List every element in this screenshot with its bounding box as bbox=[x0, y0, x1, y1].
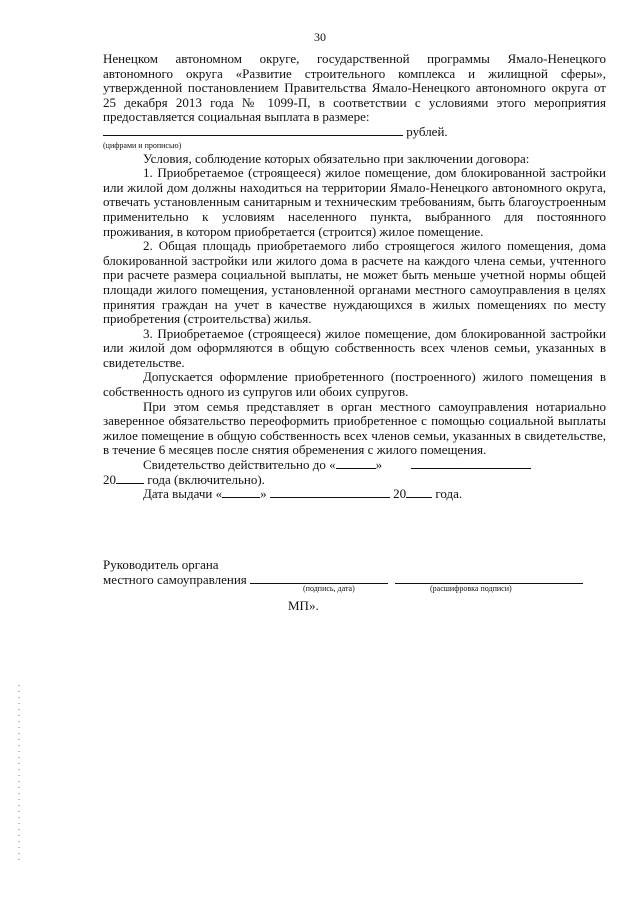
decode-caption: (расшифровка подписи) bbox=[430, 584, 512, 593]
stamp-mark: МП». bbox=[288, 598, 319, 613]
condition-3: 3. Приобретаемое (строящееся) жилое помещение, дом блокированной застройки или жилой дом оформляются в общую собственность всех членов семьи, указанных в свидетельстве. bbox=[103, 325, 606, 370]
validity-month-blank bbox=[411, 458, 531, 469]
condition-1: 1. Приобретаемое (строящееся) жилое помещение, дом блокированной застройки или жилой дом должны находиться на территории Ямало-Ненецкого автономного округа, отвечать установленным санитарным и техническим требованиям, быть благоустроенным применительно к условиям населенного пункта, выбранного для постоянного проживания, в котором приобретается (строится) жилое помещение. bbox=[103, 165, 606, 239]
issue-year-prefix: 20 bbox=[393, 486, 407, 502]
signature-decode-blank bbox=[395, 573, 583, 584]
family-obligation-paragraph: При этом семья представляет в орган местного самоуправления нотариально заверенное обязательство переоформить приобретенное с помощью социальной выплаты жилое помещение в общую собственность всех членов семьи, указанных в свидетельстве, в течение 6 месяцев после снятия обременения с жилого помещения. bbox=[103, 398, 606, 458]
signatory-title-2: местного самоуправления bbox=[103, 572, 247, 587]
issue-date-label: Дата выдачи « bbox=[143, 486, 223, 502]
validity-year-line bbox=[103, 473, 606, 488]
signature-blank bbox=[250, 573, 388, 584]
issue-day-blank bbox=[222, 487, 260, 498]
validity-year-blank bbox=[116, 473, 144, 484]
document-body bbox=[103, 52, 606, 502]
signatory-row bbox=[103, 572, 623, 587]
validity-quote-close: » bbox=[375, 457, 383, 473]
validity-label: Свидетельство действительно до « bbox=[143, 457, 336, 473]
validity-suffix: года (включительно). bbox=[147, 471, 265, 487]
validity-day-blank bbox=[336, 458, 376, 469]
issue-year-blank bbox=[406, 487, 432, 498]
scan-margin-marks bbox=[18, 685, 20, 865]
validity-year-prefix: 20 bbox=[103, 471, 116, 487]
signature-caption: (подпись, дата) bbox=[303, 584, 355, 593]
issue-month-blank bbox=[270, 487, 390, 498]
ownership-paragraph: Допускается оформление приобретенного (построенного) жилого помещения в собственность одного из супругов или обоих супругов. bbox=[103, 369, 606, 400]
currency-label: рублей. bbox=[406, 123, 448, 139]
issue-quote-close: » bbox=[260, 486, 267, 502]
amount-blank bbox=[103, 125, 403, 136]
intro-paragraph: Ненецком автономном округе, государственной программы Ямало-Ненецкого автономного округа «Развитие строительного комплекса и жилищной сферы», утвержденной постановлением Правительства Ямало-Ненецкого автономного округа от 25 декабря 2013 года № 1099-П, в соответствии с условиями этого мероприятия предоставляется социальная выплата в размере: bbox=[103, 51, 606, 125]
validity-line bbox=[103, 458, 606, 473]
issue-suffix: года. bbox=[435, 486, 463, 502]
issue-date-line bbox=[103, 487, 606, 502]
page-number: 30 bbox=[314, 30, 326, 44]
conditions-title: Условия, соблюдение которых обязательно при заключении договора: bbox=[143, 150, 530, 166]
condition-2: 2. Общая площадь приобретаемого либо строящегося жилого помещения, дома блокированной застройки или жилого дома в расчете на каждого члена семьи, учтенного при расчете размера социальной выплаты, не может быть меньше учетной нормы общей площади жилого помещения, установленной органами местного самоуправления в целях принятия граждан на учет в качестве нуждающихся в жилых помещениях по месту приобретения (строительства) жилья. bbox=[103, 238, 606, 327]
signatory-title-1: Руководитель органа bbox=[103, 557, 219, 572]
amount-line bbox=[103, 125, 606, 140]
amount-caption: (цифрами и прописью) bbox=[103, 140, 182, 150]
signature-block bbox=[103, 557, 623, 587]
